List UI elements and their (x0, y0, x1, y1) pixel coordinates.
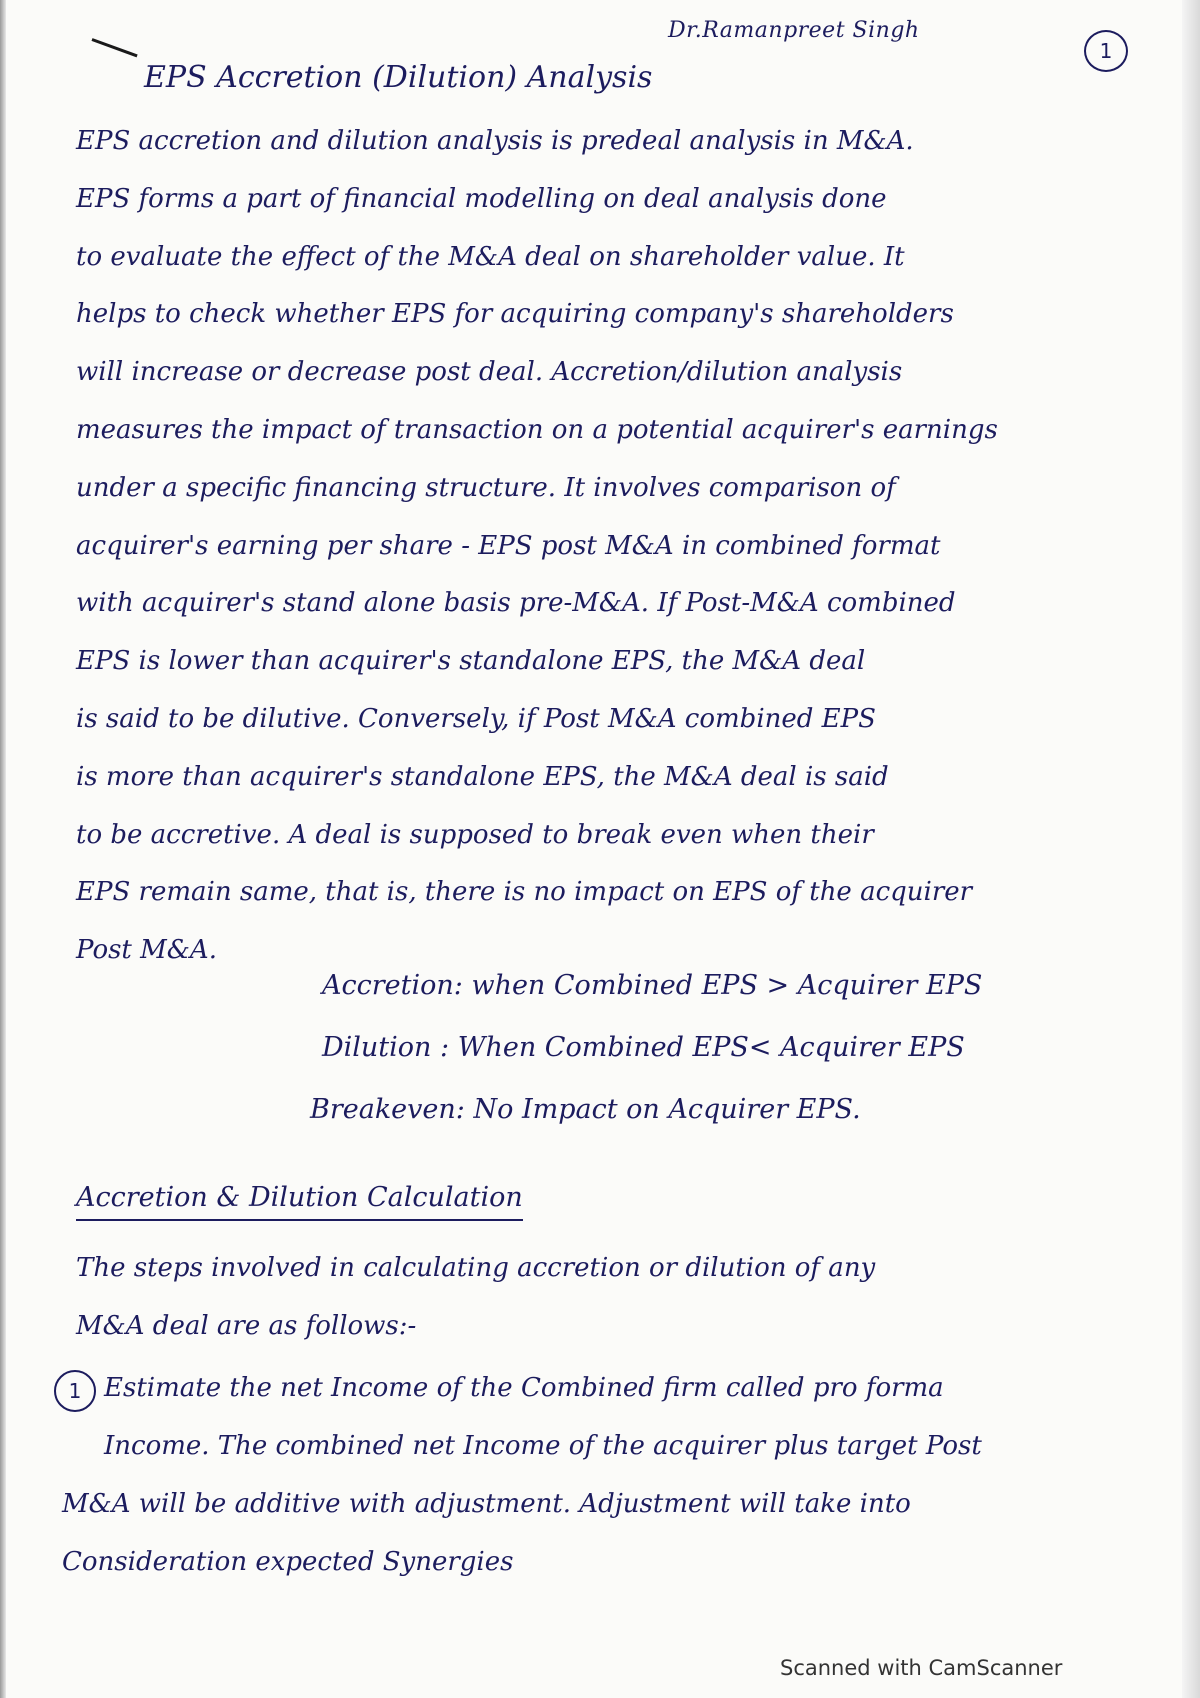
author-name: Dr.Ramanpreet Singh (668, 18, 920, 43)
page-number-circle: 1 (1084, 30, 1128, 72)
page-title: EPS Accretion (Dilution) Analysis (144, 60, 653, 95)
step-1-text (104, 1360, 1164, 1476)
step-1-continued (62, 1476, 1152, 1592)
text-line: M&A deal are as follows:- (76, 1310, 417, 1341)
text-line: under a specific financing structure. It involves comparison of (76, 472, 896, 503)
text-line: measures the impact of transaction on a potential acquirer's earnings (76, 414, 998, 445)
definition-term: Dilution : (322, 1032, 450, 1063)
text-line: is more than acquirer's standalone EPS, the M&A deal is said (76, 761, 889, 792)
text-line: Post M&A. (76, 935, 217, 966)
text-line: to be accretive. A deal is supposed to break even when their (76, 819, 874, 850)
definition-text: when Combined EPS > Acquirer EPS (471, 970, 983, 1001)
definition-text: No Impact on Acquirer EPS. (473, 1094, 861, 1125)
definition-accretion (322, 970, 982, 1001)
text-line: Estimate the net Income of the Combined firm called pro forma (104, 1373, 944, 1403)
text-line: Consideration expected Synergies (62, 1546, 514, 1577)
section-heading: Accretion & Dilution Calculation (76, 1182, 523, 1221)
definition-term: Breakeven: (310, 1094, 465, 1125)
text-line: EPS is lower than acquirer's standalone EPS, the M&A deal (76, 646, 866, 677)
scanner-watermark: Scanned with CamScanner (780, 1656, 1063, 1680)
definition-breakeven (310, 1094, 861, 1125)
text-line: helps to check whether EPS for acquiring company's shareholders (76, 299, 954, 330)
pen-stroke-mark (91, 38, 137, 57)
text-line: EPS forms a part of financial modelling on deal analysis done (76, 183, 887, 214)
definition-text: When Combined EPS< Acquirer EPS (457, 1032, 965, 1063)
text-line: to evaluate the effect of the M&A deal on shareholder value. It (76, 241, 905, 272)
text-line: M&A will be additive with adjustment. Adjustment will take into (62, 1489, 911, 1519)
text-line: with acquirer's stand alone basis pre-M&A. If Post-M&A combined (76, 588, 956, 619)
text-line: is said to be dilutive. Conversely, if Post M&A combined EPS (76, 703, 876, 734)
definition-term: Accretion: (322, 970, 463, 1001)
text-line: The steps involved in calculating accretion or dilution of any (76, 1253, 876, 1283)
step-number-circle: 1 (54, 1370, 96, 1412)
intro-paragraph (76, 113, 1156, 980)
page-right-edge (1182, 0, 1200, 1698)
text-line: EPS remain same, that is, there is no impact on EPS of the acquirer (76, 877, 973, 908)
text-line: will increase or decrease post deal. Accretion/dilution analysis (76, 357, 903, 388)
section-intro (76, 1240, 1156, 1356)
text-line: Income. The combined net Income of the acquirer plus target Post (104, 1430, 982, 1461)
page-left-edge (0, 0, 6, 1698)
definition-dilution (322, 1032, 965, 1063)
text-line: acquirer's earning per share - EPS post M&A in combined format (76, 530, 941, 561)
text-line: EPS accretion and dilution analysis is predeal analysis in M&A. (76, 126, 914, 156)
